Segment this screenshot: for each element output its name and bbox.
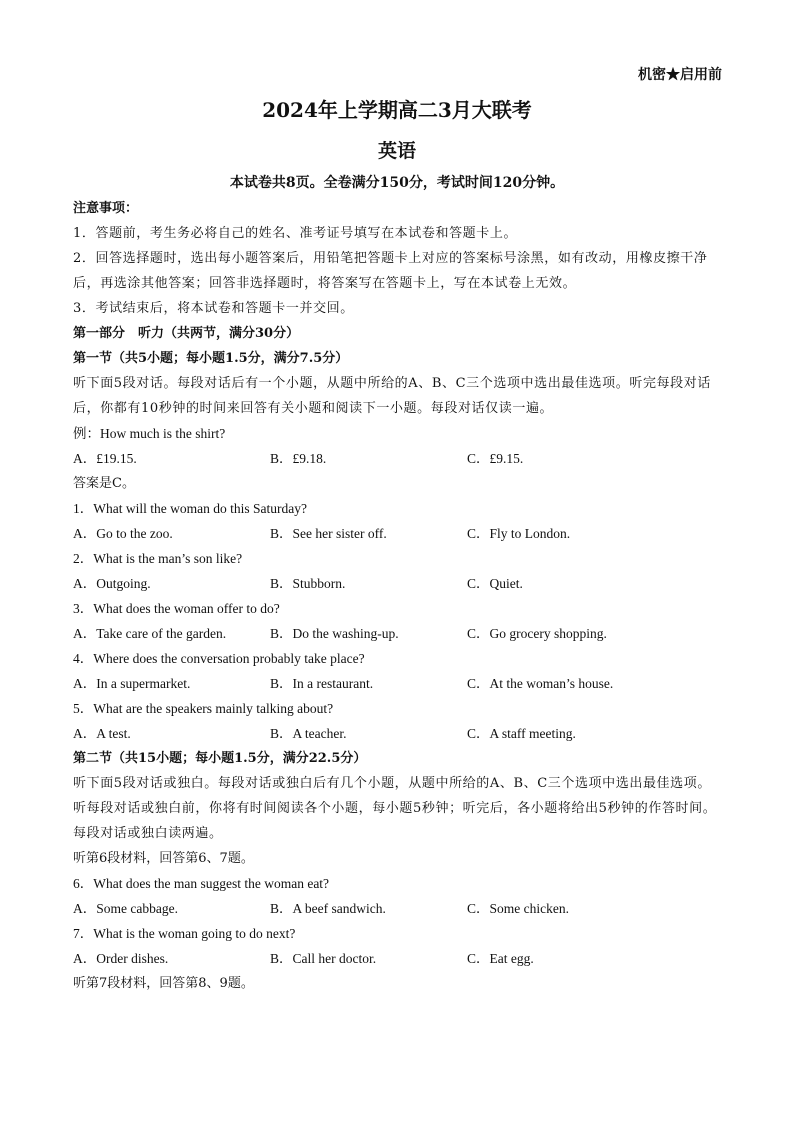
option-b: B．In a restaurant. (270, 676, 374, 691)
option-b: B．A teacher. (270, 726, 347, 741)
note-1: 1．答题前，考生务必将自己的姓名、准考证号填写在本试卷和答题卡上。 (73, 226, 518, 241)
question-1-options (73, 521, 723, 546)
section2-instructions: 听下面5段对话或独白。每段对话或独白后有几个小题，从题中所给的A、B、C三个选项中选出最佳选项。听每段对话或独白前，你将有时间阅读各个小题，每小题5秒钟；听完后，各小题将给出5秒钟的作答时间。每段对话或独白读两遍。 (73, 776, 717, 841)
option-a: A．Order dishes. (73, 951, 169, 966)
option-c: C．At the woman’s house. (467, 676, 614, 691)
part1-title: 第一部分 听力（共两节，满分30分） (73, 326, 300, 341)
question-2: 2．What is the man’s son like? (73, 551, 243, 566)
exam-title: 2024年上学期高二3月大联考 (262, 98, 532, 122)
material-7-label: 听第7段材料，回答第8、9题。 (73, 976, 254, 991)
option-c: C．Quiet. (467, 576, 523, 591)
option-c: C．Go grocery shopping. (467, 626, 607, 641)
option-c: C．Eat egg. (467, 951, 534, 966)
confidential-label: 机密★启用前 (638, 67, 722, 83)
option-b: B．Do the washing-up. (270, 626, 399, 641)
question-6: 6．What does the man suggest the woman eat? (73, 876, 330, 891)
note-3: 3．考试结束后，将本试卷和答题卡一并交回。 (73, 301, 354, 316)
example-option-a: A．£19.15. (73, 451, 137, 466)
option-a: A．Some cabbage. (73, 901, 178, 916)
example-options (73, 446, 723, 471)
section1-title: 第一节（共5小题；每小题1.5分，满分7.5分） (73, 351, 349, 366)
option-c: C．A staff meeting. (467, 726, 576, 741)
question-5: 5．What are the speakers mainly talking about? (73, 701, 334, 716)
option-b: B．A beef sandwich. (270, 901, 386, 916)
example-answer: 答案是C。 (73, 476, 135, 491)
option-a: A．Go to the zoo. (73, 526, 173, 541)
option-b: B．Call her doctor. (270, 951, 377, 966)
question-4: 4．Where does the conversation probably take place? (73, 651, 365, 666)
section1-instructions: 听下面5段对话。每段对话后有一个小题，从题中所给的A、B、C三个选项中选出最佳选项。听完每段对话后，你都有10秒钟的时间来回答有关小题和阅读下一小题。每段对话仅读一遍。 (73, 376, 711, 416)
question-1: 1．What will the woman do this Saturday? (73, 501, 307, 516)
option-b: B．Stubborn. (270, 576, 346, 591)
option-c: C．Some chicken. (467, 901, 569, 916)
question-3: 3．What does the woman offer to do? (73, 601, 280, 616)
example-option-c: C．£9.15. (467, 451, 524, 466)
question-7-options (73, 946, 723, 971)
option-a: A．In a supermarket. (73, 676, 191, 691)
exam-info: 本试卷共8页。全卷满分150分，考试时间120分钟。 (229, 175, 565, 191)
option-a: A．Take care of the garden. (73, 626, 227, 641)
option-a: A．Outgoing. (73, 576, 151, 591)
question-7: 7．What is the woman going to do next? (73, 926, 296, 941)
example-option-b: B．£9.18. (270, 451, 327, 466)
option-b: B．See her sister off. (270, 526, 387, 541)
note-2: 2．回答选择题时，选出每小题答案后，用铅笔把答题卡上对应的答案标号涂黑，如有改动，用橡皮擦干净后，再选涂其他答案；回答非选择题时，将答案写在答题卡上，写在本试卷上无效。 (73, 251, 708, 291)
section2-title: 第二节（共15小题；每小题1.5分，满分22.5分） (73, 751, 367, 766)
question-5-options (73, 721, 723, 746)
notes-heading: 注意事项： (73, 201, 139, 216)
subject-title: 英语 (377, 140, 416, 162)
question-3-options (73, 621, 723, 646)
question-4-options (73, 671, 723, 696)
exam-content (73, 196, 723, 996)
material-6-label: 听第6段材料，回答第6、7题。 (73, 851, 254, 866)
question-6-options (73, 896, 723, 921)
option-a: A．A test. (73, 726, 131, 741)
example-question: 例：How much is the shirt? (73, 426, 226, 441)
option-c: C．Fly to London. (467, 526, 571, 541)
question-2-options (73, 571, 723, 596)
